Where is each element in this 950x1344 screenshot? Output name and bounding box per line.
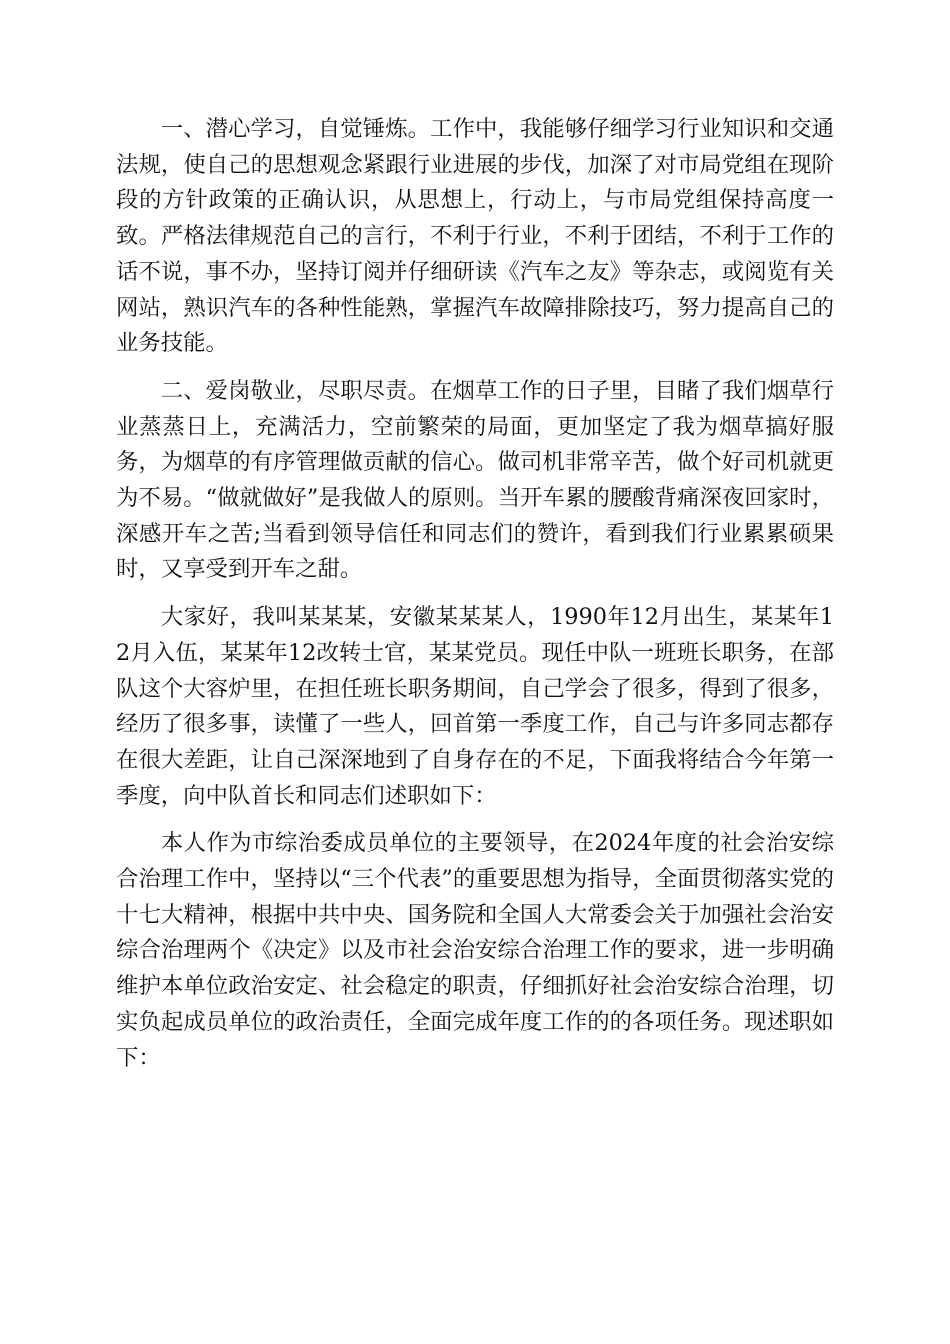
paragraph-study: 一、潜心学习，自觉锤炼。工作中，我能够仔细学习行业知识和交通法规，使自己的思想观念紧跟行业进展的步伐，加深了对市局党组在现阶段的方针政策的正确认识，从思想上，行动上，与市局党组保持高度一致。严格法律规范自己的言行，不利于行业，不利于团结，不利于工作的话不说，事不办，坚持订阅并仔细研读《汽车之友》等杂志，或阅览有关网站，熟识汽车的各种性能熟，掌握汽车故障排除技巧，努力提高自己的业务技能。 [116,116,834,357]
paragraph-public-security: 本人作为市综治委成员单位的主要领导，在2024年度的社会治安综合治理工作中，坚持以“三个代表”的重要思想为指导，全面贯彻落实党的十七大精神，根据中共中央、国务院和全国人大常委会关于加强社会治安综合治理两个《决定》以及市社会治安综合治理工作的要求，进一步明确维护本单位政治安定、社会稳定的职责，仔细抓好社会治安综合治理，切实负起成员单位的政治责任，全面完成年度工作的的各项任务。现述职如下： [116,830,834,1071]
document-body [116,112,834,1088]
paragraph-dedication: 二、爱岗敬业，尽职尽责。在烟草工作的日子里，目睹了我们烟草行业蒸蒸日上，充满活力，空前繁荣的局面，更加坚定了我为烟草搞好服务，为烟草的有序管理做贡献的信心。做司机非常辛苦，做个好司机就更为不易。“做就做好”是我做人的原则。当开车累的腰酸背痛深夜回家时，深感开车之苦;当看到领导信任和同志们的赞许，看到我们行业累累硕果时，又享受到开车之甜。 [116,377,834,583]
paragraph-self-introduction: 大家好，我叫某某某，安徽某某某人，1990年12月出生，某某年12月入伍，某某年12改转士官，某某党员。现任中队一班班长职务，在部队这个大容炉里，在担任班长职务期间，自己学会了很多，得到了很多，经历了很多事，读懂了一些人，回首第一季度工作，自己与许多同志都存在很大差距，让自己深深地到了自身存在的不足，下面我将结合今年第一季度，向中队首长和同志们述职如下： [116,604,834,809]
